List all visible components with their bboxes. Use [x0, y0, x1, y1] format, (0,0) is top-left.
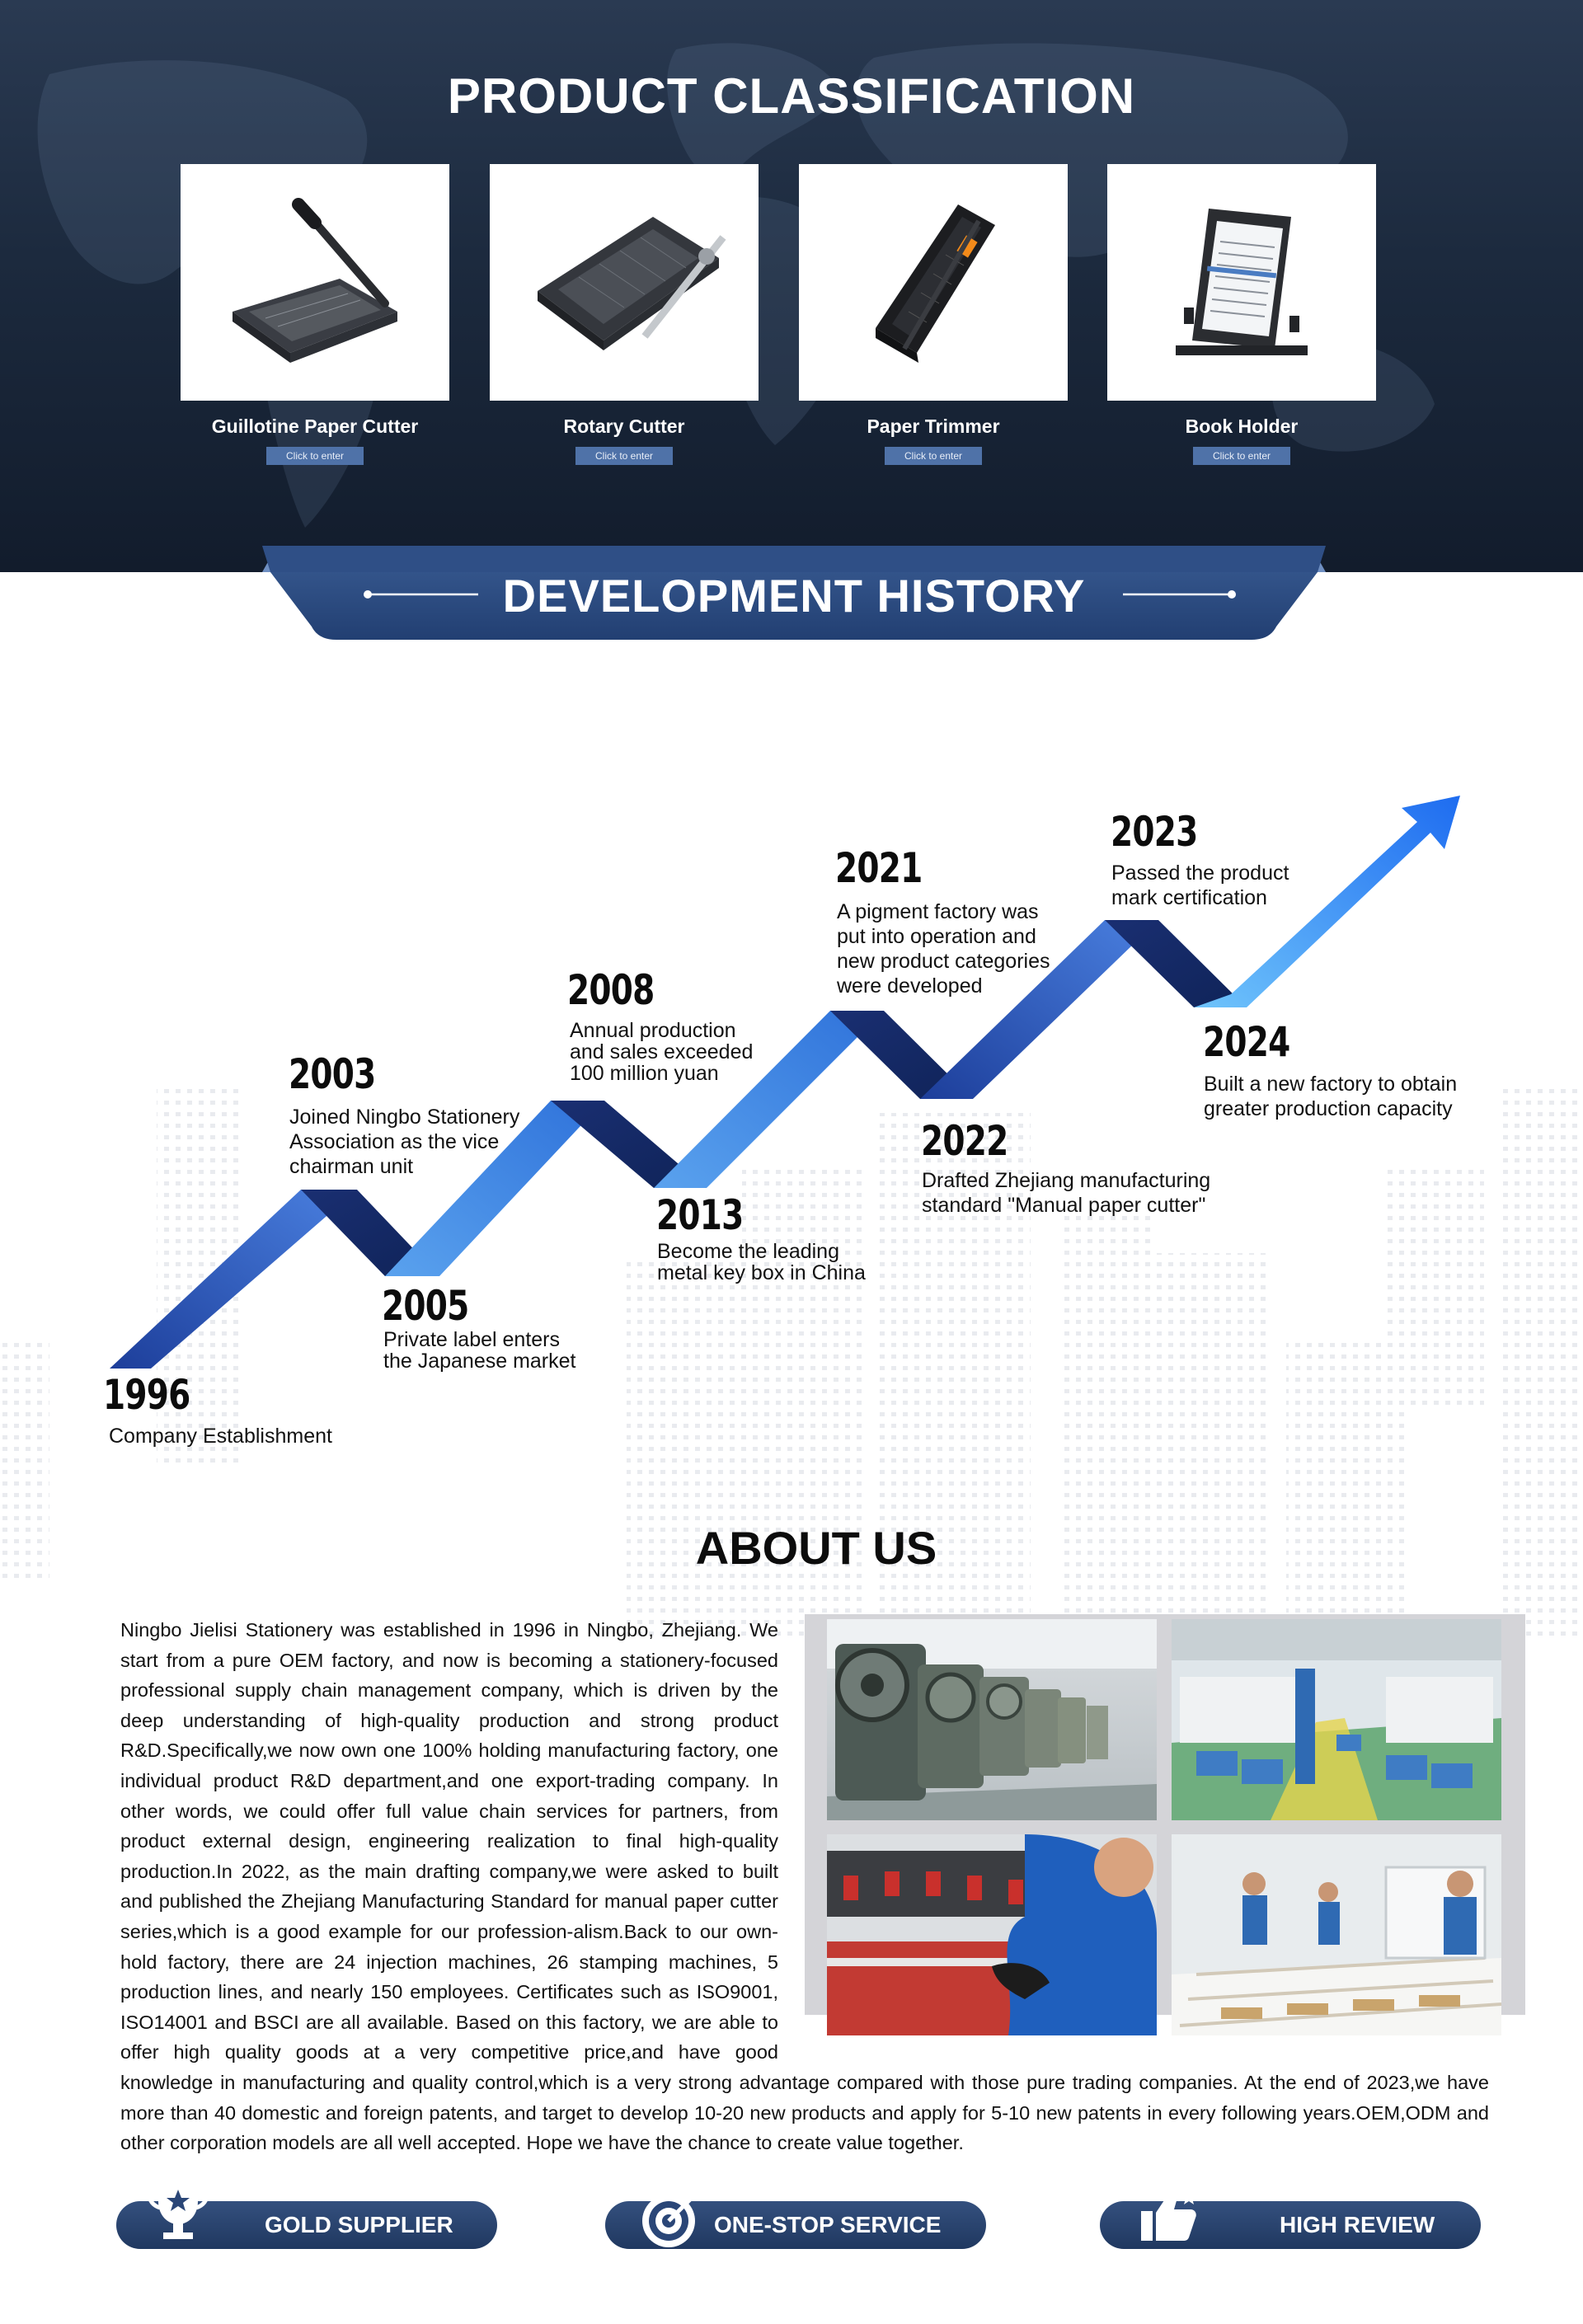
guillotine-cutter-image[interactable]	[181, 164, 449, 401]
timeline-year: 2003	[289, 1050, 376, 1098]
click-to-enter-button[interactable]: Click to enter	[1193, 447, 1290, 465]
pill-label: HIGH REVIEW	[1280, 2212, 1435, 2237]
timeline-year: 1996	[103, 1371, 190, 1419]
timeline-description: Passed the product mark certification	[1111, 862, 1289, 909]
rotary-cutter-image[interactable]	[490, 164, 759, 401]
target-icon	[639, 2185, 705, 2251]
development-history-title: DEVELOPMENT HISTORY	[502, 570, 1086, 622]
product-classification-title: PRODUCT CLASSIFICATION	[447, 68, 1136, 124]
product-card-paper-trimmer[interactable]	[799, 164, 1068, 465]
timeline-year: 2013	[656, 1191, 744, 1239]
product-name: Rotary Cutter	[563, 416, 685, 437]
pill-label: ONE-STOP SERVICE	[714, 2212, 942, 2237]
book-holder-image[interactable]	[1107, 164, 1376, 401]
click-to-enter-button[interactable]: Click to enter	[266, 447, 364, 465]
timeline-year: 2022	[921, 1117, 1008, 1165]
timeline-description: Annual production and sales exceeded 100 million yuan	[570, 1019, 754, 1085]
trophy-icon	[140, 2176, 216, 2242]
about-us-paragraph: Ningbo Jielisi Stationery was established in 1996 in Ningbo, Zhejiang. We start from a pure OEM factory, and now is becoming a stationery-focused professional supply chain management company, which is driven by the deep understanding of high-quality production and strong product R&D.Specifically,we now own one 100% holding manufacturing factory, one individual product R&D department,and one export-trading company. In other words, we could offer full value chain services for partners, from product external design, engineering realization to final high-quality production.In 2022, as the main drafting company,we were asked to built and published the Zhejiang Manufacturing Standard for manual paper cutter series,which is a good example for our profession-alism.Back to our own-hold factory, there are 24 injection machines, 26 stamping machines, 5 production lines, and nearly 150 employees. Certificates such as ISO9001, ISO14001 and BSCI are all available. Based on this factory, we are able to offer high quality goods at a very competitive price,and have good knowledge in manufacturing and quality control,which is a very strong advantage compared with those pure trading companies. At the end of 2023,we have more than 40 domestic and foreign patents, and target to develop 10-20 new products and apply for 5-10 new patents in every following years.OEM,ODM and other corporation models are all well accepted. Hope we have the chance to create value together.	[120, 1619, 1489, 2154]
click-to-enter-button[interactable]: Click to enter	[575, 447, 673, 465]
product-name: Book Holder	[1185, 416, 1299, 437]
pill-label: GOLD SUPPLIER	[265, 2212, 453, 2237]
timeline-description: Company Establishment	[109, 1425, 332, 1448]
product-name: Paper Trimmer	[867, 416, 1000, 437]
timeline-year: 2021	[835, 844, 923, 892]
product-name: Guillotine Paper Cutter	[211, 416, 419, 437]
thumbs-up-icon	[1138, 2186, 1204, 2244]
photo-spacer	[778, 1615, 1489, 2045]
product-card-guillotine[interactable]	[181, 164, 449, 465]
timeline-description: Private label enters the Japanese market	[383, 1328, 576, 1373]
product-classification-section	[0, 0, 1583, 572]
click-to-enter-button[interactable]: Click to enter	[885, 447, 982, 465]
timeline-year: 2024	[1203, 1018, 1290, 1066]
product-card-rotary[interactable]	[490, 164, 759, 465]
about-us-text	[120, 1615, 1489, 2158]
development-history-banner	[262, 546, 1326, 641]
product-card-book-holder[interactable]	[1107, 164, 1376, 465]
timeline-description: Become the leading metal key box in China	[657, 1240, 866, 1284]
timeline-year: 2005	[382, 1282, 469, 1330]
about-us-title: ABOUT US	[695, 1522, 937, 1574]
timeline-year: 2008	[567, 966, 655, 1014]
timeline-description: Built a new factory to obtain greater production capacity	[1204, 1073, 1458, 1120]
paper-trimmer-image[interactable]	[799, 164, 1068, 401]
timeline-description: Joined Ningbo Stationery Association as the vice chairman unit	[289, 1106, 520, 1178]
timeline-year: 2023	[1111, 808, 1198, 856]
timeline-description: Drafted Zhejiang manufacturing standard "Manual paper cutter"	[922, 1169, 1211, 1217]
timeline-description: A pigment factory was put into operation and new product categories were developed	[837, 900, 1050, 998]
